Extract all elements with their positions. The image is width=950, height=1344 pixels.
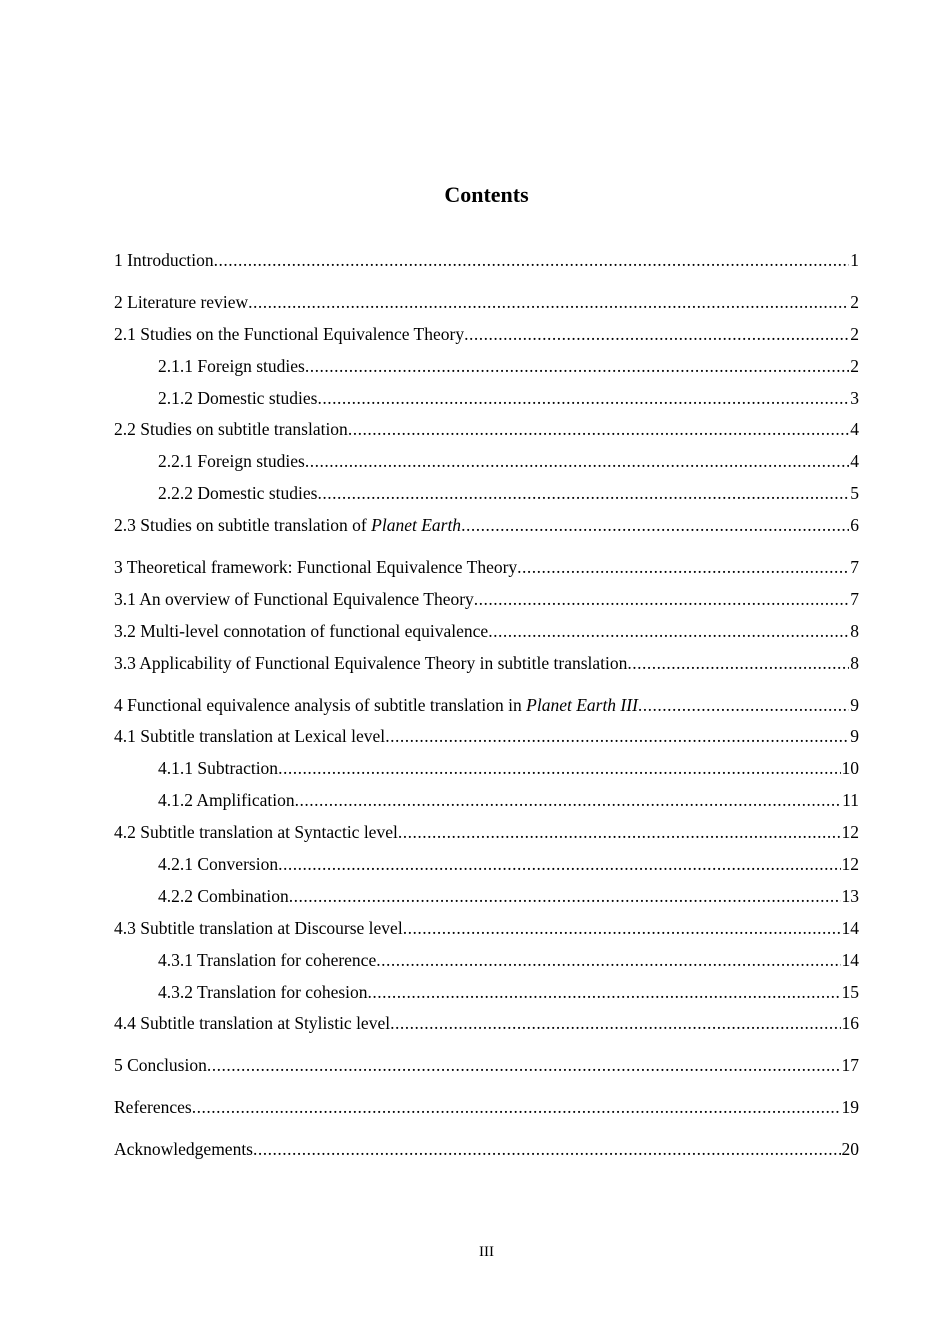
toc-page-number: 4: [850, 419, 859, 440]
toc-entry-text: 3 Theoretical framework: Functional Equivalence Theory: [114, 557, 518, 578]
toc-entry-text: 3.2 Multi-level connotation of functional equivalence: [114, 620, 489, 641]
dot-leader: [385, 721, 849, 753]
toc-entry-text: 2.3 Studies on subtitle translation of: [114, 515, 372, 536]
toc-entry-title: [114, 414, 348, 446]
toc-entry-title: [158, 478, 317, 510]
toc-page-number: 12: [841, 854, 859, 875]
toc-entry[interactable]: [114, 753, 859, 785]
toc-entry-title: [114, 245, 214, 277]
toc-entry-title: [114, 817, 398, 849]
toc-entry-text: 4.3 Subtitle translation at Discourse level: [114, 917, 403, 938]
toc-page-number: 11: [842, 790, 859, 811]
toc-page-number: 2: [850, 323, 859, 344]
toc-entry-title: [158, 849, 278, 881]
dot-leader: [398, 817, 841, 849]
toc-entry-title: [114, 721, 385, 753]
toc-entry[interactable]: [114, 510, 859, 542]
toc-entry-text: 5 Conclusion: [114, 1055, 207, 1076]
dot-leader: [517, 552, 849, 584]
toc-entry-title: [158, 881, 289, 913]
toc-entry-title: [114, 648, 627, 680]
dot-leader: [253, 1134, 841, 1166]
toc-entry[interactable]: [114, 881, 859, 913]
toc-entry-text: 2.2 Studies on subtitle translation: [114, 419, 348, 440]
toc-entry-text: 2.1 Studies on the Functional Equivalence Theory: [114, 323, 465, 344]
toc-entry-title: [114, 287, 248, 319]
toc-entry-text: 2.1.1 Foreign studies: [158, 355, 305, 376]
toc-entry[interactable]: [114, 478, 859, 510]
dot-leader: [464, 319, 849, 351]
toc-entry[interactable]: [114, 1008, 859, 1040]
toc-entry-title: [158, 383, 317, 415]
toc-entry-title: [114, 319, 464, 351]
dot-leader: [248, 287, 849, 319]
toc-entry-title: [158, 945, 376, 977]
toc-entry-text: 4.1.1 Subtraction: [158, 758, 279, 779]
dot-leader: [488, 616, 849, 648]
toc-entry[interactable]: [114, 648, 859, 680]
dot-leader: [348, 414, 849, 446]
toc-entry-title: [114, 913, 403, 945]
dot-leader: [278, 753, 840, 785]
toc-entry-title: [158, 753, 278, 785]
toc-entry-italic-title: Planet Earth: [371, 515, 462, 536]
toc-page-number: 1: [850, 250, 859, 270]
toc-page-number: 9: [850, 726, 859, 747]
toc-entry[interactable]: [114, 383, 859, 415]
toc-entry[interactable]: [114, 945, 859, 977]
table-of-contents: [114, 245, 859, 1166]
toc-page-number: 14: [841, 917, 859, 938]
toc-entry[interactable]: [114, 584, 859, 616]
toc-entry-text: 3.3 Applicability of Functional Equivalence Theory in subtitle translation: [114, 652, 628, 673]
toc-entry[interactable]: [114, 552, 859, 584]
toc-entry[interactable]: [114, 785, 859, 817]
dot-leader: [376, 945, 840, 977]
toc-entry-title: [114, 510, 461, 542]
toc-entry[interactable]: [114, 977, 859, 1009]
dot-leader: [390, 1008, 840, 1040]
toc-page-number: 6: [850, 515, 859, 536]
toc-page-number: 17: [841, 1055, 859, 1076]
dot-leader: [278, 849, 840, 881]
toc-page-number: 2: [850, 355, 859, 376]
toc-entry-text: 1 Introduction: [114, 250, 214, 270]
toc-entry-title: [114, 552, 517, 584]
toc-entry-text: 2.2.1 Foreign studies: [158, 451, 305, 472]
toc-entry-title: [114, 1050, 207, 1082]
toc-page-number: 9: [850, 694, 859, 715]
toc-page-number: 4: [850, 451, 859, 472]
toc-page-number: 16: [841, 1013, 859, 1034]
dot-leader: [627, 648, 849, 680]
toc-page-number: 19: [841, 1097, 859, 1118]
toc-page-number: 12: [841, 822, 859, 843]
toc-page-number: 5: [850, 483, 859, 504]
toc-entry-text: 4.2 Subtitle translation at Syntactic level: [114, 822, 398, 843]
toc-entry[interactable]: [114, 1134, 859, 1166]
dot-leader: [192, 1092, 841, 1124]
toc-entry[interactable]: [114, 1092, 859, 1124]
toc-entry[interactable]: [114, 446, 859, 478]
toc-entry-text: 3.1 An overview of Functional Equivalence Theory: [114, 588, 474, 609]
toc-entry-title: [158, 446, 305, 478]
dot-leader: [214, 245, 850, 277]
toc-page-number: 2: [850, 291, 859, 312]
toc-entry-title: [158, 785, 295, 817]
toc-entry[interactable]: [114, 913, 859, 945]
toc-entry-text: 4.4 Subtitle translation at Stylistic level: [114, 1013, 391, 1034]
toc-entry[interactable]: [114, 351, 859, 383]
toc-entry-title: [114, 616, 488, 648]
toc-entry-title: [114, 584, 474, 616]
toc-page-number: 15: [841, 981, 859, 1002]
dot-leader: [638, 690, 849, 722]
dot-leader: [474, 584, 849, 616]
page-title: Contents: [444, 182, 529, 207]
toc-entry-text: 2 Literature review: [114, 291, 249, 312]
dot-leader: [207, 1050, 841, 1082]
toc-entry-text: References: [114, 1097, 192, 1118]
dot-leader: [305, 351, 849, 383]
toc-entry-text: 4.1 Subtitle translation at Lexical level: [114, 726, 386, 747]
dot-leader: [368, 977, 841, 1009]
dot-leader: [289, 881, 841, 913]
toc-entry-title: [158, 351, 305, 383]
toc-entry-text: 4.1.2 Amplification: [158, 790, 295, 811]
toc-entry-text: 2.1.2 Domestic studies: [158, 387, 318, 408]
toc-entry-italic-title: Planet Earth III: [526, 694, 638, 715]
toc-page-number: 7: [850, 588, 859, 609]
toc-entry[interactable]: [114, 817, 859, 849]
toc-page-number: 3: [850, 387, 859, 408]
toc-entry-title: [114, 1008, 390, 1040]
toc-entry[interactable]: [114, 616, 859, 648]
toc-page-number: 20: [841, 1139, 859, 1160]
dot-leader: [317, 383, 849, 415]
toc-page-number: 13: [841, 885, 859, 906]
toc-entry-title: [114, 690, 638, 722]
toc-entry-text: 4 Functional equivalence analysis of subtitle translation in: [114, 694, 527, 715]
dot-leader: [403, 913, 841, 945]
toc-entry[interactable]: [114, 245, 859, 277]
toc-entry[interactable]: [114, 721, 859, 753]
dot-leader: [305, 446, 849, 478]
toc-entry-text: Acknowledgements: [114, 1139, 253, 1160]
toc-entry[interactable]: [114, 287, 859, 319]
toc-entry-title: [114, 1134, 253, 1166]
toc-page-number: 7: [850, 557, 859, 578]
dot-leader: [317, 478, 849, 510]
toc-entry-text: 4.2.2 Combination: [158, 885, 289, 906]
page-number: III: [479, 1244, 494, 1260]
toc-entry-text: 4.3.1 Translation for coherence: [158, 949, 377, 970]
toc-entry-text: 4.2.1 Conversion: [158, 854, 279, 875]
toc-entry[interactable]: [114, 690, 859, 722]
toc-entry[interactable]: [114, 414, 859, 446]
toc-entry-text: 2.2.2 Domestic studies: [158, 483, 318, 504]
toc-entry[interactable]: [114, 1050, 859, 1082]
toc-page-number: 8: [850, 620, 859, 641]
toc-entry-title: [114, 1092, 192, 1124]
dot-leader: [295, 785, 842, 817]
toc-entry[interactable]: [114, 849, 859, 881]
toc-entry-text: 4.3.2 Translation for cohesion: [158, 981, 368, 1002]
toc-page-number: 10: [841, 758, 859, 779]
toc-entry[interactable]: [114, 319, 859, 351]
dot-leader: [461, 510, 849, 542]
toc-page-number: 8: [850, 652, 859, 673]
toc-page-number: 14: [841, 949, 859, 970]
toc-entry-title: [158, 977, 368, 1009]
